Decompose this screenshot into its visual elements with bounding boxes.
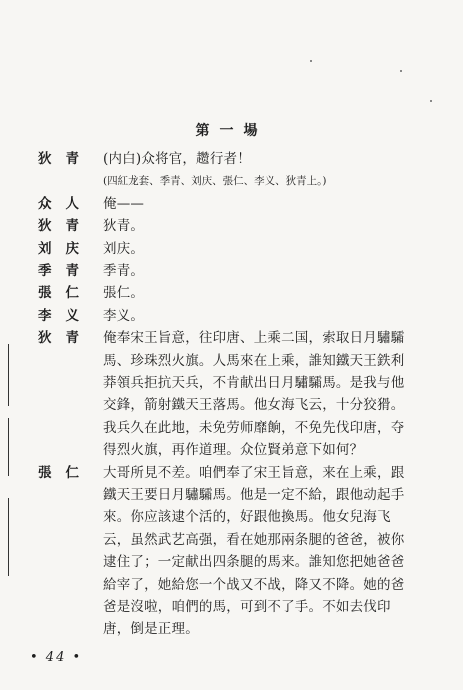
margin-bar [8,344,9,406]
dialogue-line [0,238,463,260]
dialogue-text: 季青。 [103,263,145,279]
speaker-name: 众人 [38,195,93,212]
dialogue-line [0,282,463,304]
dialogue-line [0,551,463,573]
dialogue-text: 狄青。 [103,218,145,235]
dialogue-line [0,372,463,394]
dialogue-text: 我兵久在此地，未免劳师靡餉，不免先伐印唐，夺 [103,419,405,436]
dialogue-line [0,394,463,416]
dialogue-line [0,305,463,327]
speaker-name: 狄青 [38,151,93,167]
dialogue-line [0,170,463,192]
dialogue-text: 張仁。 [103,285,145,302]
dialogue-text: 交鋒，箭射鐵天王落馬。他女海飞云，十分狡猾。 [103,397,405,414]
page-number: • 44 • [30,650,83,665]
speaker-name: 張仁 [38,285,93,302]
dialogue-line [0,439,463,461]
margin-bar [8,418,9,476]
dialogue-line [0,506,463,528]
dialogue-text: (内白)众将官，趱行者！ [103,151,251,167]
dialogue-line [0,193,463,215]
dialogue-text: 來。你应該逮个活的，好跟他換馬。他女兒海飞 [103,509,391,526]
scene-title: 第一場 [195,123,268,139]
speaker-name: 狄青 [38,218,93,235]
margin-bar [8,498,9,576]
dialogue-text: 俺—— [103,195,145,212]
dialogue-text: 鐵天王要日月驌驦馬。他是一定不給，跟他动起手 [103,487,405,503]
speaker-name: 季青 [38,263,93,279]
dialogue-line [0,148,463,170]
dialogue-text: 大哥所見不差。咱們奉了宋王旨意，来在上乘，跟 [103,464,405,481]
dialogue-line [0,529,463,551]
dialogue-text: 給宰了，她給您一个战又不战，降又不降。她的爸 [103,576,405,593]
dialogue-text: 莽領兵拒抗天兵，不肯献出日月驌驦馬。是我与他 [103,375,405,391]
dialogue-line [0,618,463,640]
dialogue-text: 刘庆。 [103,240,145,257]
dialogue-line [0,215,463,237]
dialogue-line [0,350,463,372]
print-speck [430,100,432,102]
print-speck [400,70,402,72]
dialogue-text: 俺奉宋王旨意，往印唐、上乘二国，索取日月驌驦 [103,330,405,347]
dialogue-text: 爸是沒啦，咱們的馬，可到不了手。不如去伐印 [103,599,391,615]
dialogue-line [0,417,463,439]
stage-direction: (四紅龙套、季青、刘庆、張仁、李义、狄青上。) [103,175,327,188]
dialogue-line [0,484,463,506]
speaker-name: 李义 [38,307,93,324]
speaker-name: 刘庆 [38,240,93,257]
speaker-name: 張仁 [38,464,93,481]
dialogue-text: 馬、珍珠烈火旗。人馬來在上乘，誰知鐵天王鉄利 [103,352,405,369]
dialogue-text: 唐，倒是正理。 [103,621,199,638]
dialogue-line [0,574,463,596]
dialogue-text: 逮住了；一定献出四条腿的馬来。誰知您把她爸爸 [103,554,405,571]
speaker-name: 狄青 [38,330,93,347]
dialogue-line [0,462,463,484]
dialogue-text: 得烈火旗，再作道理。众位賢弟意下如何？ [103,442,364,459]
print-speck [310,60,312,62]
dialogue-line [0,327,463,349]
dialogue-text: 李义。 [103,307,145,324]
dialogue-text: 云，虽然武艺高强，看在她那兩条腿的爸爸，被你 [103,531,405,548]
dialogue-line [0,596,463,618]
dialogue-line [0,260,463,282]
